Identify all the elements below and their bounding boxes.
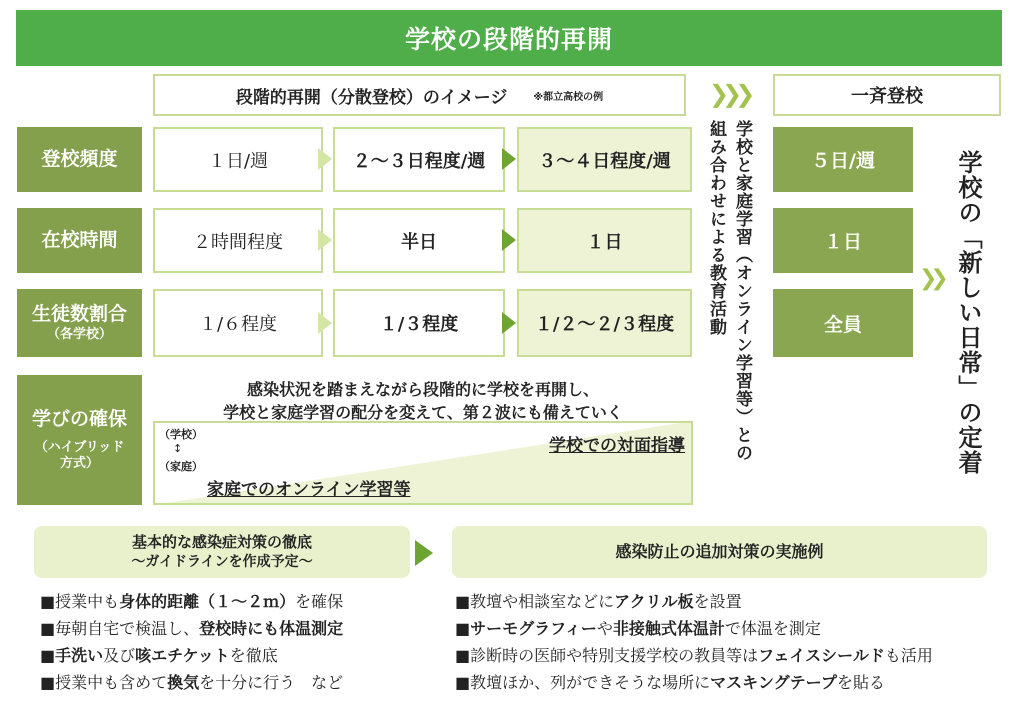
row-label-text: 生徒数割合 [31, 303, 127, 325]
additional-measures-header: 感染防止の追加対策の実施例 [452, 526, 987, 578]
list-item: ■教壇や相談室などにアクリル板を設置 [455, 592, 742, 611]
cell-full-frequency: ５日/週 [773, 127, 913, 192]
full-header: 一斉登校 [773, 74, 1001, 116]
row-label-frequency [17, 127, 142, 192]
cell-full-hours: １日 [773, 208, 913, 273]
basic-measures-title: 基本的な感染症対策の徹底 [131, 533, 312, 552]
combination-vertical-text [703, 120, 755, 520]
cell-phase2-frequency: ２～３日程度/週 [333, 127, 505, 192]
list-item: ■サーモグラフィーや非接触式体温計で体温を測定 [455, 619, 821, 638]
list-item: ■授業中も含めて換気を十分に行う など [40, 673, 344, 692]
up-down-arrow-icon: ↕ [173, 442, 183, 455]
vertical-text-col1: 学校と家庭学習（オンライン学習等）との [732, 120, 752, 462]
arrow-right-icon [502, 229, 516, 251]
row-label-sub: （ハイブリッド [34, 439, 125, 455]
phase-header-note: ※都立高校の例 [533, 91, 604, 103]
cell-phase3-hours: １日 [517, 208, 692, 273]
vertical-text-col2: 組み合わせによる教育活動 [706, 120, 726, 336]
school-tag: （学校） [159, 428, 203, 441]
home-learning-text: 家庭でのオンライン学習等 [207, 480, 411, 500]
row-label-learning [17, 375, 142, 505]
learning-line-1: 感染状況を踏まえながら段階的に学校を再開し、 [246, 380, 599, 399]
list-item: ■手洗い及び咳エチケットを徹底 [40, 646, 278, 665]
home-tag: （家庭） [159, 460, 203, 473]
cell-phase1-ratio: １/６程度 [153, 289, 323, 357]
list-item: ■教壇ほか、列ができそうな場所にマスキングテープを貼る [455, 673, 885, 692]
learning-line-2: 学校と家庭学習の配分を変えて、第２波にも備えていく [223, 403, 623, 423]
chevron-right-icon: ❯❯❯ [709, 80, 749, 108]
page-title: 学校の段階的再開 [16, 10, 1002, 66]
list-item: ■診断時の医師や特別支援学校の教員等はフェイスシールドも活用 [455, 646, 933, 665]
row-label-text: 登校頻度 [41, 147, 118, 170]
arrow-right-icon [318, 312, 332, 334]
cell-phase1-hours: ２時間程度 [153, 208, 323, 273]
additional-measures-list [455, 588, 933, 696]
row-label-school-hours [17, 208, 142, 273]
basic-measures-list [40, 588, 343, 696]
list-item: ■毎朝自宅で検温し、登校時にも体温測定 [40, 619, 344, 638]
arrow-right-icon [502, 312, 516, 334]
school-instruction-text: 学校での対面指導 [549, 436, 685, 456]
cell-phase1-frequency: １日/週 [153, 127, 323, 192]
row-label-sub: 方式） [59, 455, 99, 471]
cell-phase2-ratio: １/３程度 [333, 289, 505, 357]
basic-measures-subtitle: ～ガイドラインを作成予定～ [131, 553, 313, 570]
phase-header-label: 段階的再開（分散登校）のイメージ [235, 87, 508, 108]
cell-phase3-frequency: ３～４日程度/週 [517, 127, 692, 192]
basic-measures-header [34, 526, 410, 578]
cell-phase2-hours: 半日 [333, 208, 505, 273]
chevron-right-icon: ❯❯ [919, 266, 942, 291]
row-label-text: 学びの確保 [31, 407, 127, 430]
arrow-right-icon [318, 148, 332, 170]
arrow-right-icon [415, 540, 433, 566]
cell-phase3-ratio: １/２～２/３程度 [517, 289, 692, 357]
learning-description [153, 378, 693, 424]
hybrid-box [153, 421, 693, 505]
row-label-student-ratio [17, 289, 142, 357]
list-item: ■授業中も身体的距離（１～２ｍ）を確保 [40, 592, 344, 611]
phase-header [153, 74, 686, 116]
row-label-text: 在校時間 [41, 228, 118, 251]
cell-full-ratio: 全員 [773, 289, 913, 357]
new-normal-text: 学校の「新しい日常」の定着 [954, 150, 982, 475]
row-label-sub: （各学校） [46, 326, 112, 342]
arrow-right-icon [502, 148, 516, 170]
arrow-right-icon [318, 229, 332, 251]
